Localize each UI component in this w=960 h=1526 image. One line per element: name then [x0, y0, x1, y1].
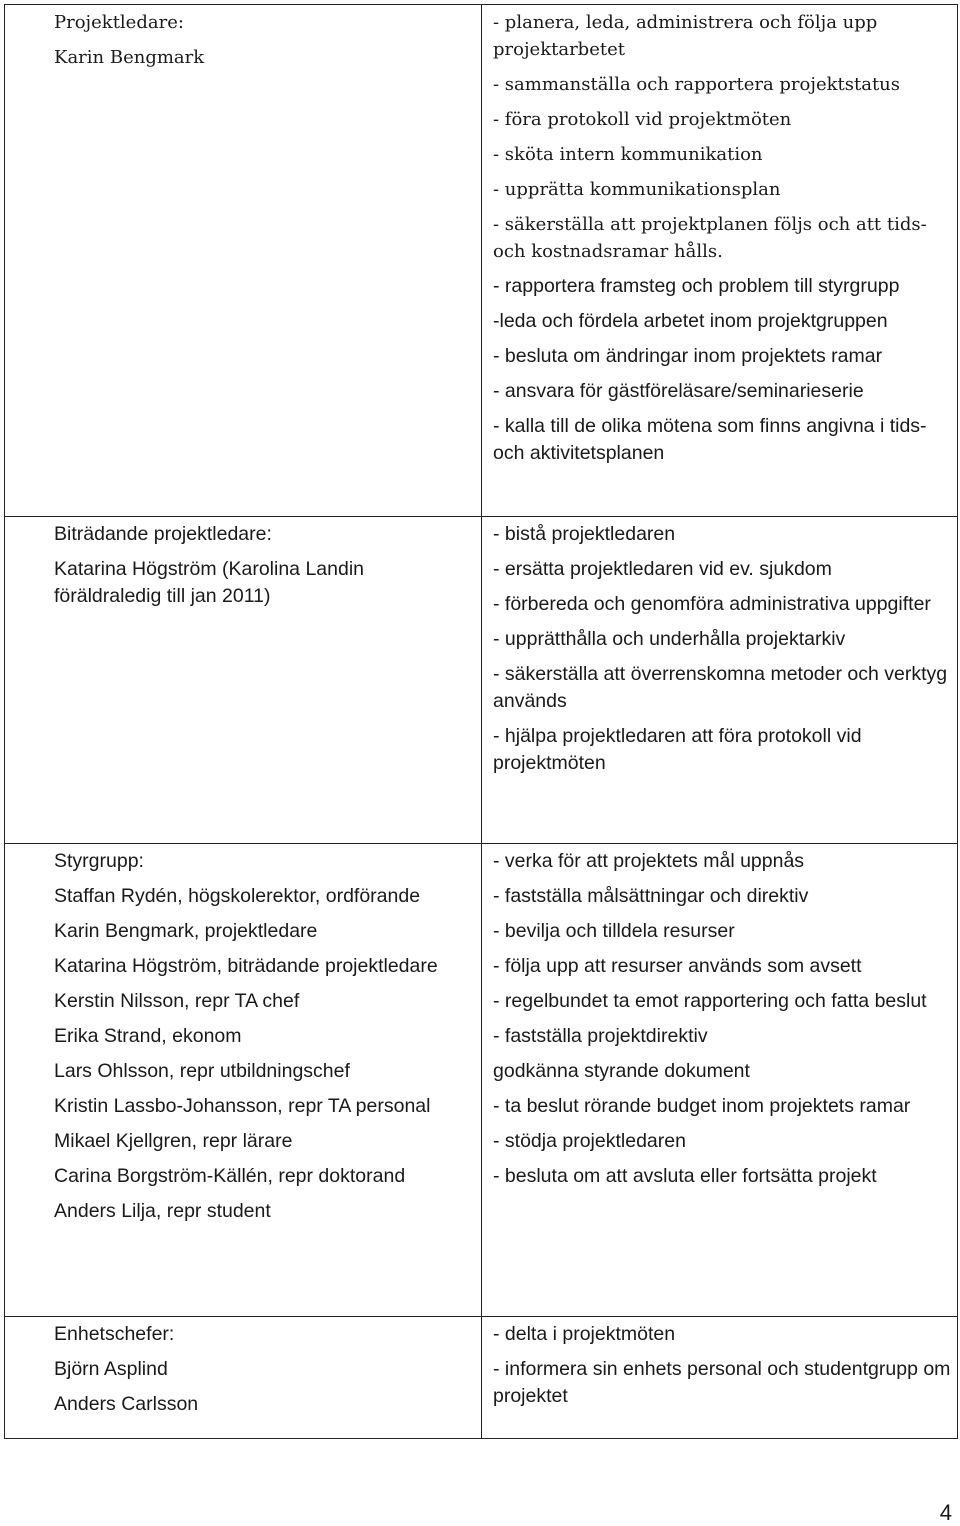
duties-cell-styrgrupp: [482, 844, 958, 1317]
duty-item: - ta beslut rörande budget inom projektets ramar: [493, 1095, 911, 1117]
role-title: Styrgrupp:: [54, 850, 144, 872]
role-cell-enhetschefer: [5, 1317, 482, 1439]
duties-cell-enhetschefer: [482, 1317, 958, 1439]
duty-item: - planera, leda, administrera och följa upp projektarbetet: [493, 12, 878, 60]
role-title: Enhetschefer:: [54, 1323, 175, 1345]
duty-item: - fastställa målsättningar och direktiv: [493, 885, 809, 907]
duty-item: - verka för att projektets mål uppnås: [493, 850, 805, 872]
page-number: 4: [939, 1500, 952, 1525]
duty-item: - regelbundet ta emot rapportering och fatta beslut: [493, 990, 927, 1012]
duty-item: - besluta om ändringar inom projektets ramar: [493, 345, 883, 367]
duty-item: - stödja projektledaren: [493, 1130, 686, 1152]
role-cell-projektledare: [5, 5, 482, 517]
duty-item: - kalla till de olika mötena som finns angivna i tids- och aktivitetsplanen: [493, 415, 927, 464]
duty-item: - följa upp att resurser används som avsett: [493, 955, 862, 977]
duty-item: - ansvara för gästföreläsare/seminarieserie: [493, 380, 864, 402]
duty-item: - upprätta kommunikationsplan: [493, 179, 781, 200]
duty-item: - föra protokoll vid projektmöten: [493, 109, 792, 130]
duty-item: - säkerställa att överrenskomna metoder och verktyg används: [493, 663, 948, 712]
duty-item: - bevilja och tilldela resurser: [493, 920, 735, 942]
duty-item: godkänna styrande dokument: [493, 1060, 750, 1082]
roles-table: [4, 4, 958, 1439]
row-bitradande-projektledare: [5, 517, 958, 844]
duty-item: - fastställa projektdirektiv: [493, 1025, 708, 1047]
duties-cell-projektledare: [482, 5, 958, 517]
duty-item: - bistå projektledaren: [493, 523, 676, 545]
member-item: Erika Strand, ekonom: [54, 1025, 242, 1047]
duty-item: -leda och fördela arbetet inom projektgruppen: [493, 310, 888, 332]
duty-item: - rapportera framsteg och problem till styrgrupp: [493, 275, 900, 297]
role-cell-bitradande: [5, 517, 482, 844]
row-projektledare: [5, 5, 958, 517]
member-item: Björn Asplind: [54, 1358, 168, 1380]
duty-item: - besluta om att avsluta eller fortsätta projekt: [493, 1165, 877, 1187]
duty-item: - säkerställa att projektplanen följs och att tids- och kostnadsramar hålls.: [493, 214, 927, 262]
duty-item: - hjälpa projektledaren att föra protokoll vid projektmöten: [493, 725, 862, 774]
member-item: Anders Lilja, repr student: [54, 1200, 271, 1222]
row-styrgrupp: [5, 844, 958, 1317]
duties-cell-bitradande: [482, 517, 958, 844]
duty-item: - informera sin enhets personal och studentgrupp om projektet: [493, 1358, 951, 1407]
role-cell-styrgrupp: [5, 844, 482, 1317]
member-item: Anders Carlsson: [54, 1393, 199, 1415]
member-item: Kristin Lassbo-Johansson, repr TA personal: [54, 1095, 431, 1117]
duty-item: - upprätthålla och underhålla projektarkiv: [493, 628, 846, 650]
role-person: Katarina Högström (Karolina Landin föräldraledig till jan 2011): [54, 558, 365, 607]
member-item: Kerstin Nilsson, repr TA chef: [54, 990, 300, 1012]
duty-item: - sköta intern kommunikation: [493, 144, 763, 165]
member-item: Mikael Kjellgren, repr lärare: [54, 1130, 293, 1152]
member-item: Karin Bengmark, projektledare: [54, 920, 318, 942]
duty-item: - sammanställa och rapportera projektstatus: [493, 74, 901, 95]
role-person: Karin Bengmark: [54, 47, 205, 68]
duty-item: - delta i projektmöten: [493, 1323, 676, 1345]
member-item: Carina Borgström-Källén, repr doktorand: [54, 1165, 406, 1187]
member-item: Lars Ohlsson, repr utbildningschef: [54, 1060, 350, 1082]
role-title: Projektledare:: [54, 12, 184, 33]
role-title: Biträdande projektledare:: [54, 523, 272, 545]
member-item: Staffan Rydén, högskolerektor, ordförande: [54, 885, 421, 907]
row-enhetschefer: [5, 1317, 958, 1439]
duty-item: - ersätta projektledaren vid ev. sjukdom: [493, 558, 832, 580]
duty-item: - förbereda och genomföra administrativa uppgifter: [493, 593, 931, 615]
member-item: Katarina Högström, biträdande projektledare: [54, 955, 438, 977]
